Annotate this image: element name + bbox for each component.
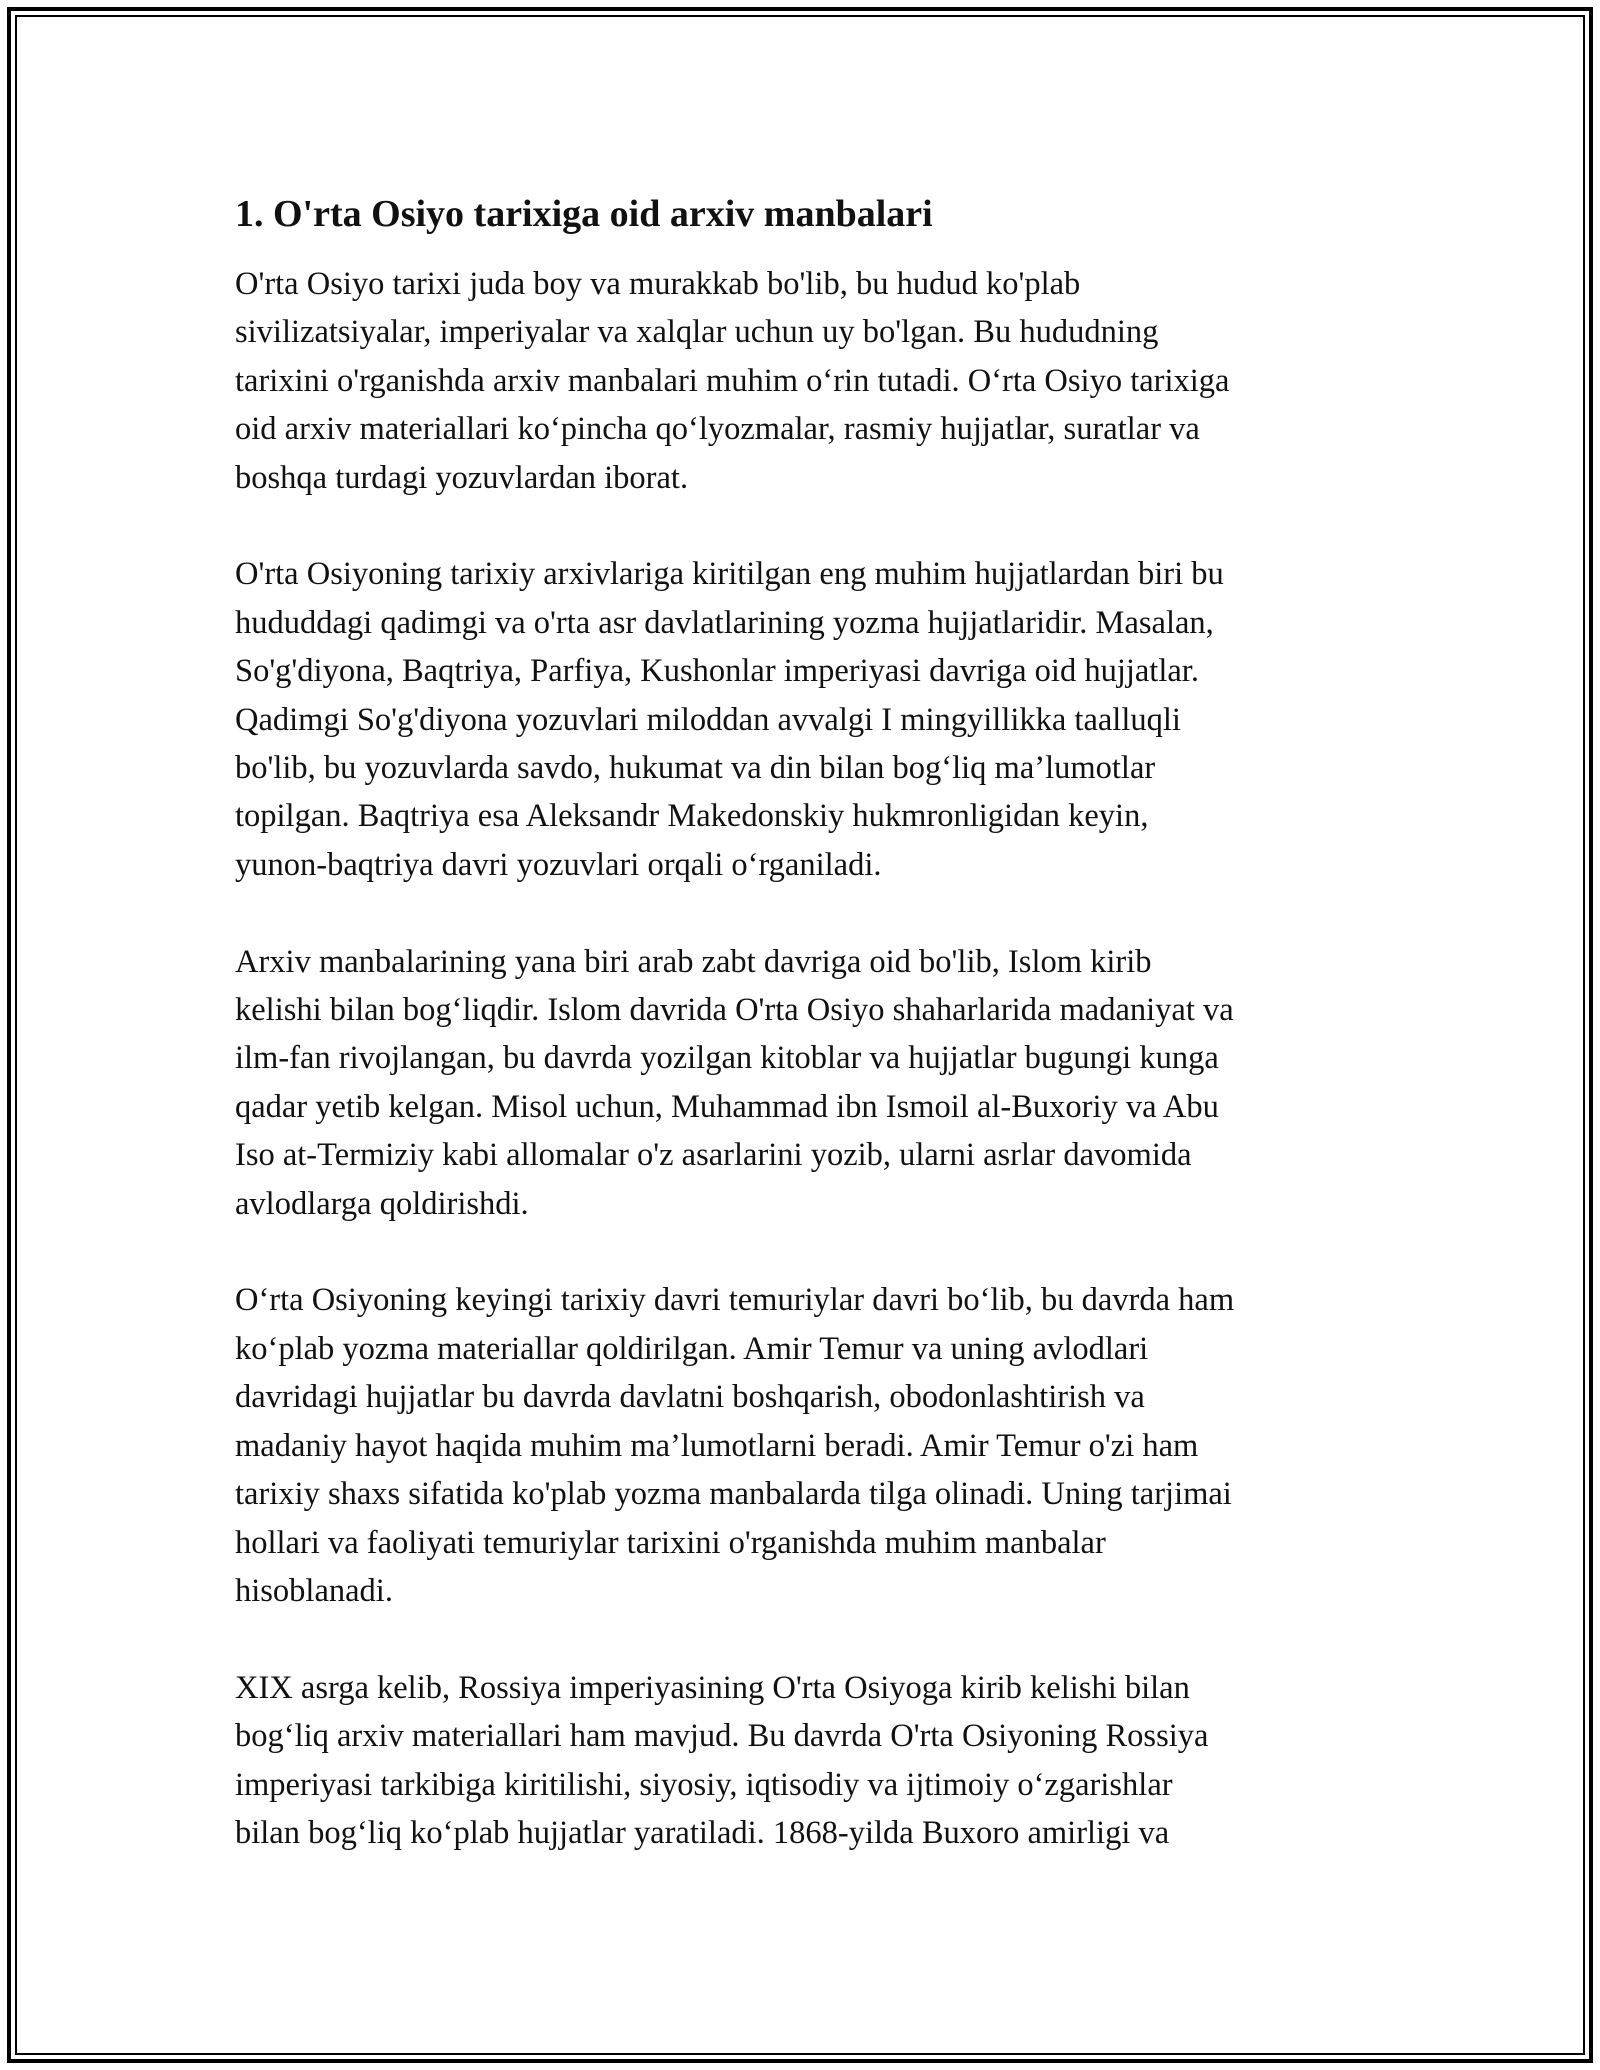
document-body <box>235 190 1375 1906</box>
paragraph-1: O'rta Osiyo tarixi juda boy va murakkab bo'lib, bu hudud ko'plab sivilizatsiyalar, imperiyalar va xalqlar uchun uy bo'lgan. Bu hududning tarixini o'rganishda arxiv manbalari muhim o‘rin tutadi. O‘rta Osiyo tarixiga oid arxiv materiallari ko‘pincha qo‘lyozmalar, rasmiy hujjatlar, suratlar va boshqa turdagi yozuvlardan iborat. <box>235 266 1230 496</box>
section-heading: 1. O'rta Osiyo tarixiga oid arxiv manbalari <box>235 193 933 235</box>
paragraph-2: O'rta Osiyoning tarixiy arxivlariga kiritilgan eng muhim hujjatlardan biri bu hududdagi qadimgi va o'rta asr davlatlarining yozma hujjatlaridir. Masalan, So'g'diyona, Baqtriya, Parfiya, Kushonlar imperiyasi davriga oid hujjatlar. Qadimgi So'g'diyona yozuvlari miloddan avvalgi I mingyillikka taalluqli bo'lib, bu yozuvlarda savdo, hukumat va din bilan bog‘liq ma’lumotlar topilgan. Baqtriya esa Aleksandr Makedonskiy hukmronligidan keyin, yunon-baqtriya davri yozuvlari orqali o‘rganiladi. <box>235 556 1224 883</box>
paragraph-3: Arxiv manbalarining yana biri arab zabt davriga oid bo'lib, Islom kirib kelishi bilan bog‘liqdir. Islom davrida O'rta Osiyo shaharlarida madaniyat va ilm-fan rivojlangan, bu davrda yozilgan kitoblar va hujjatlar bugungi kunga qadar yetib kelgan. Misol uchun, Muhammad ibn Ismoil al-Buxoriy va Abu Iso at-Termiziy kabi allomalar o'z asarlarini yozib, ularni asrlar davomida avlodlarga qoldirishdi. <box>235 943 1234 1222</box>
paragraph-4: O‘rta Osiyoning keyingi tarixiy davri temuriylar davri bo‘lib, bu davrda ham ko‘plab yozma materiallar qoldirilgan. Amir Temur va uning avlodlari davridagi hujjatlar bu davrda davlatni boshqarish, obodonlashtirish va madaniy hayot haqida muhim ma’lumotlarni beradi. Amir Temur o'zi ham tarixiy shaxs sifatida ko'plab yozma manbalarda tilga olinadi. Uning tarjimai hollari va faoliyati temuriylar tarixini o'rganishda muhim manbalar hisoblanadi. <box>235 1282 1235 1609</box>
paragraph-5: XIX asrga kelib, Rossiya imperiyasining O'rta Osiyoga kirib kelishi bilan bog‘liq arxiv materiallari ham mavjud. Bu davrda O'rta Osiyoning Rossiya imperiyasi tarkibiga kiritilishi, siyosiy, iqtisodiy va ijtimoiy o‘zgarishlar bilan bog‘liq ko‘plab hujjatlar yaratiladi. 1868-yilda Buxoro amirligi va <box>235 1669 1209 1851</box>
